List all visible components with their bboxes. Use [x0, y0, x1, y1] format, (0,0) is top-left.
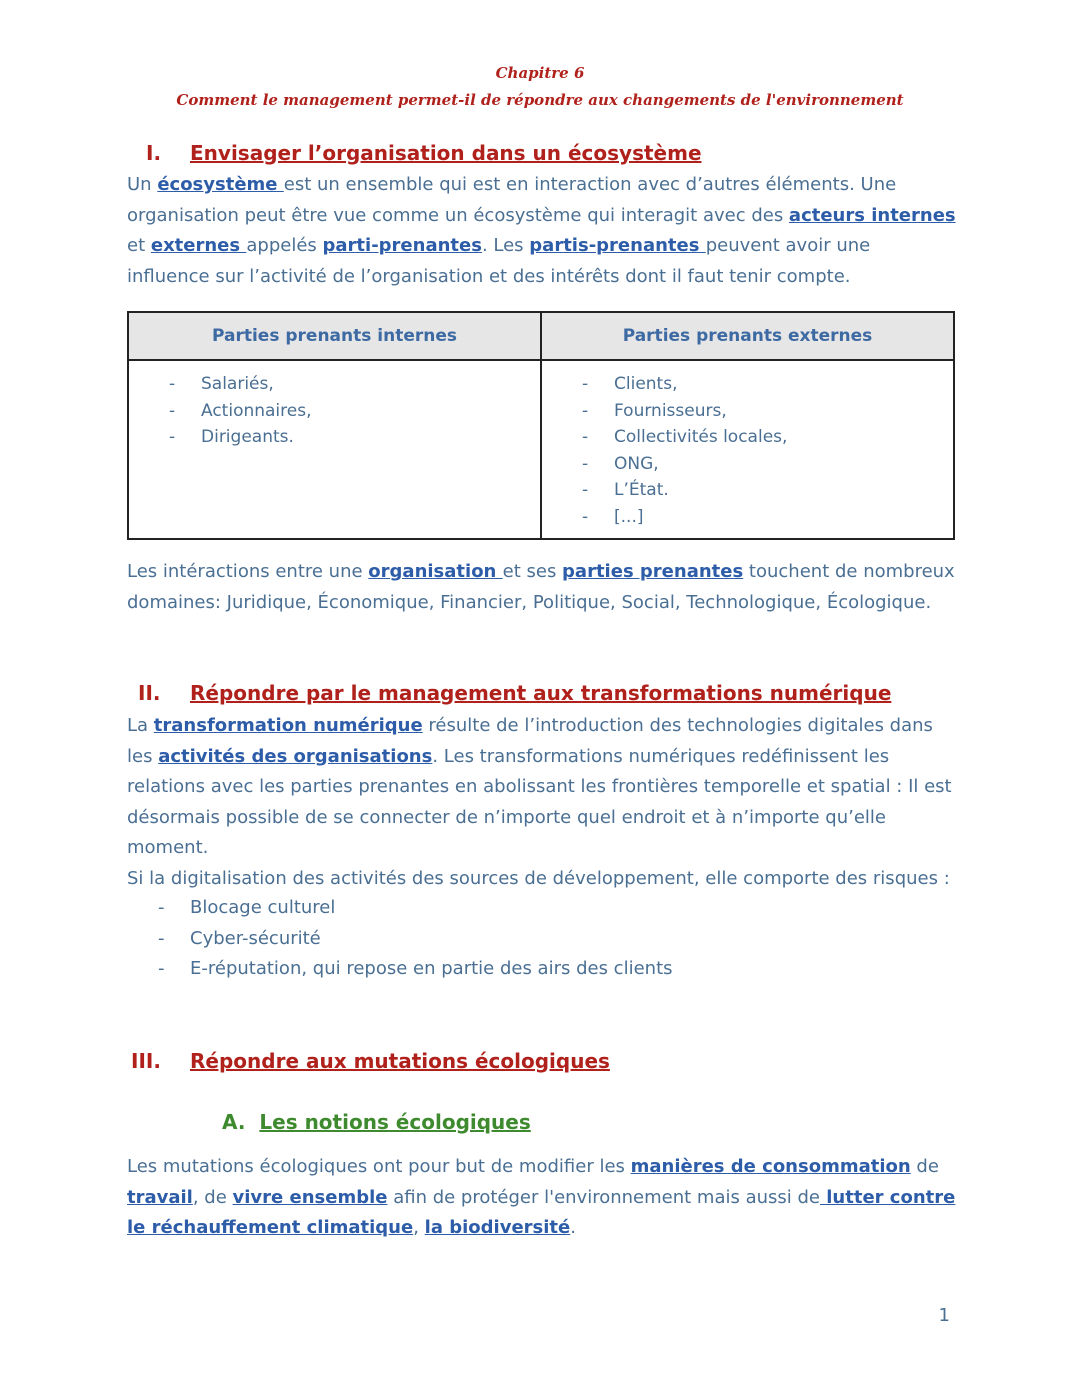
risks-list: [158, 893, 673, 985]
section-2-title: Répondre par le management aux transformations numérique: [190, 681, 892, 705]
term-partis-prenantes: partis-prenantes: [529, 235, 706, 256]
section-1-number: I.: [146, 141, 162, 165]
stakeholders-table: [127, 311, 955, 540]
term-travail: travail: [127, 1186, 193, 1208]
list-item: - Blocage culturel: [158, 893, 673, 924]
term-parti-prenantes: parti-prenantes: [322, 235, 482, 256]
section-1-paragraph: Un écosystème est un ensemble qui est en interaction avec d’autres éléments. Une organisation peut être vue comme un écosystème qui interagit avec des acteurs internes et externes appelés parti-prenantes. Les partis-prenantes peuvent avoir une influence sur l’activité de l’organisation et des intérêts dont il faut tenir compte.: [127, 174, 956, 287]
term-ecosysteme: écosystème: [157, 174, 284, 195]
table-header-internal: Parties prenants internes: [128, 312, 541, 360]
list-item: - E-réputation, qui repose en partie des airs des clients: [158, 954, 673, 985]
term-parties-prenantes: parties prenantes: [562, 561, 744, 582]
section-2-paragraph: La transformation numérique résulte de l’introduction des technologies digitales dans les activités des organisations. Les transformations numériques redéfinissent les relations avec les parties prenantes en abolissant les frontières temporelle et spatial : Il est désormais possible de se connecter de n’importe quel endroit et à n’importe qu’elle moment. Si la digitalisation des activités des sources de développement, elle comporte des risques :: [127, 711, 957, 894]
list-item: - ONG,: [582, 451, 953, 478]
term-transformation-numerique: transformation numérique: [153, 715, 423, 736]
list-item: - Fournisseurs,: [582, 398, 953, 425]
term-vivre-ensemble: vivre ensemble: [232, 1186, 388, 1208]
page-number: 1: [938, 1305, 950, 1326]
subsection-a-letter: A.: [222, 1110, 246, 1134]
term-externes: externes: [150, 235, 247, 256]
term-acteurs-internes: acteurs internes: [788, 204, 956, 226]
list-item: - [...]: [582, 504, 953, 531]
section-1-paragraph-2: Les intéractions entre une organisation et ses parties prenantes touchent de nombreux domaines: Juridique, Économique, Financier, Politique, Social, Technologique, Écologique.: [127, 561, 955, 613]
list-item: - Cyber-sécurité: [158, 924, 673, 955]
table-cell-internal: [128, 360, 541, 539]
list-item: - Clients,: [582, 371, 953, 398]
risks-intro: Si la digitalisation des activités des sources de développement, elle comporte des risques :: [127, 867, 950, 889]
section-3-number: III.: [131, 1049, 161, 1073]
section-2-number: II.: [138, 681, 161, 705]
list-item: - Actionnaires,: [169, 398, 540, 425]
list-item: - Dirigeants.: [169, 424, 540, 451]
table-header-external: Parties prenants externes: [541, 312, 954, 360]
list-item: - L’État.: [582, 477, 953, 504]
chapter-title: Comment le management permet-il de répondre aux changements de l'environnement: [176, 91, 904, 109]
term-organisation: organisation: [368, 561, 503, 582]
section-1-title: Envisager l’organisation dans un écosystème: [190, 141, 702, 165]
term-manieres-consommation: manières de consommation: [630, 1156, 911, 1177]
table-cell-external: [541, 360, 954, 539]
term-biodiversite: la biodiversité: [424, 1217, 571, 1238]
list-item: - Collectivités locales,: [582, 424, 953, 451]
term-rechauffement-climatique: lutter contre le réchauffement climatique: [127, 1186, 956, 1238]
section-3-paragraph: Les mutations écologiques ont pour but de modifier les manières de consommation de travail, de vivre ensemble afin de protéger l'environnement mais aussi de lutter contre le réchauffement climatique, la biodiversité.: [127, 1156, 956, 1238]
section-3-title: Répondre aux mutations écologiques: [190, 1049, 610, 1073]
term-activites-organisations: activités des organisations: [158, 745, 433, 767]
subsection-a-title: Les notions écologiques: [259, 1110, 531, 1134]
subsection-a-heading: [222, 1110, 531, 1134]
chapter-number: Chapitre 6: [495, 64, 585, 82]
list-item: - Salariés,: [169, 371, 540, 398]
